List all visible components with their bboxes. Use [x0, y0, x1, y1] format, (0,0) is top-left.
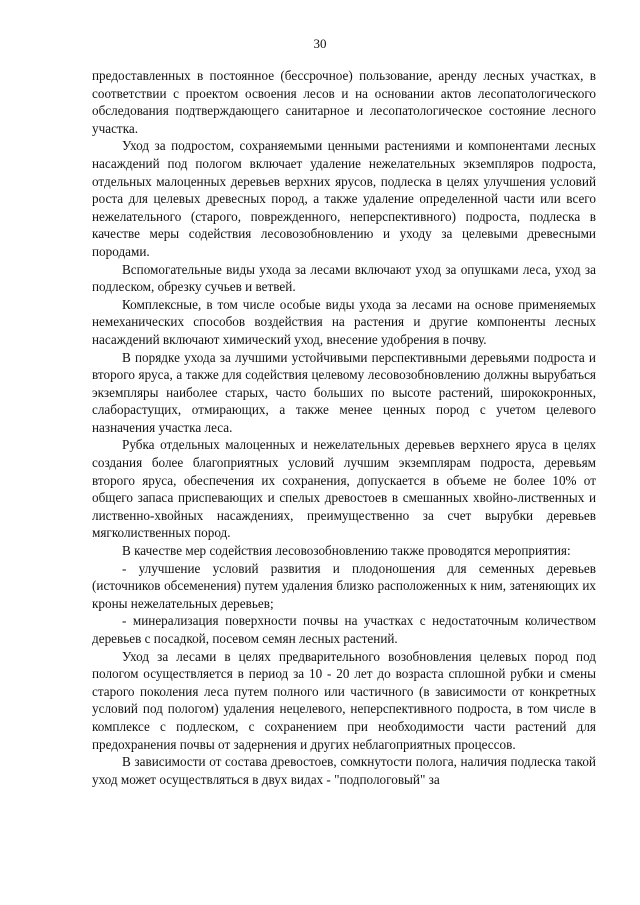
- paragraph-complex-care: Комплексные, в том числе особые виды ухода за лесами на основе применяемых немеханических способов воздействия на растения и другие компоненты лесных насаждений включают химический уход, внесение удобрения в почву.: [92, 296, 596, 347]
- paragraph-preliminary-renewal: Уход за лесами в целях предварительного возобновления целевых пород под пологом осуществляется в период за 10 - 20 лет до возраста сплошной рубки и смены старого поколения леса путем полного или частичного (в зависимости от конкретных условий под пологом) удаления нецелевого, неперспективного подроста, в том числе в комплексе с подлеском, с сохранением при необходимости части растений для предохранения почвы от задернения и других неблагоприятных процессов.: [92, 648, 596, 752]
- paragraph-composition: В зависимости от состава древостоев, сомкнутости полога, наличия подлеска такой уход может осуществляться в двух видах - "подпологовый" за: [92, 754, 596, 787]
- paragraph-measures: В качестве мер содействия лесовозобновлению также проводятся мероприятия:: [122, 543, 571, 559]
- page-number: 30: [313, 36, 327, 51]
- paragraph-best-trees: В порядке ухода за лучшими устойчивыми перспективными деревьями подроста и второго яруса, а также для содействия целевому лесовозобновлению должны вырубаться экземпляры наиболее старых, часто больших по высоте растений, ширококронных, слаборастущих, отмирающих, а также менее ценных пород с учетом целевого назначения участка леса.: [92, 349, 596, 435]
- body-text: [92, 67, 596, 788]
- paragraph-list-item-1: - улучшение условий развития и плодоношения для семенных деревьев (источников обсеменения) путем удаления близко расположенных к ним, затеняющих их кроны нежелательных деревьев;: [92, 560, 596, 611]
- paragraph-list-item-2: - минерализация поверхности почвы на участках с недостаточным количеством деревьев с посадкой, посевом семян лесных растений.: [92, 613, 596, 646]
- paragraph-felling: Рубка отдельных малоценных и нежелательных деревьев верхнего яруса в целях создания более благоприятных условий лучшим экземплярам подроста, деревьям второго яруса, обеспечения их сохранения, допускается в объеме не более 10% от общего запаса приспевающих и спелых древостоев в смешанных хвойно-лиственных и лиственно-хвойных насаждениях, преимущественно за счет вырубки деревьев мягколиственных пород.: [92, 437, 596, 541]
- paragraph-continued: предоставленных в постоянное (бессрочное) пользование, аренду лесных участках, в соответствии с проектом освоения лесов и на основании актов лесопатологического обследования подтверждающего санитарное и лесопатологическое состояние лесного участка.: [92, 68, 596, 136]
- paragraph-undergrowth-care: Уход за подростом, сохраняемыми ценными растениями и компонентами лесных насаждений под пологом включает удаление нежелательных экземпляров подроста, отдельных малоценных деревьев верхних ярусов, подлеска в целях улучшения условий роста для целевых древесных пород, а также удаление определенной части или всего нежелательного (старого, поврежденного, неперспективного) подроста, подлеска в качестве меры содействия лесовозобновлению и уходу за целевыми древесными породами.: [92, 138, 596, 259]
- paragraph-auxiliary-care: Вспомогательные виды ухода за лесами включают уход за опушками леса, уход за подлеском, обрезку сучьев и ветвей.: [92, 261, 596, 295]
